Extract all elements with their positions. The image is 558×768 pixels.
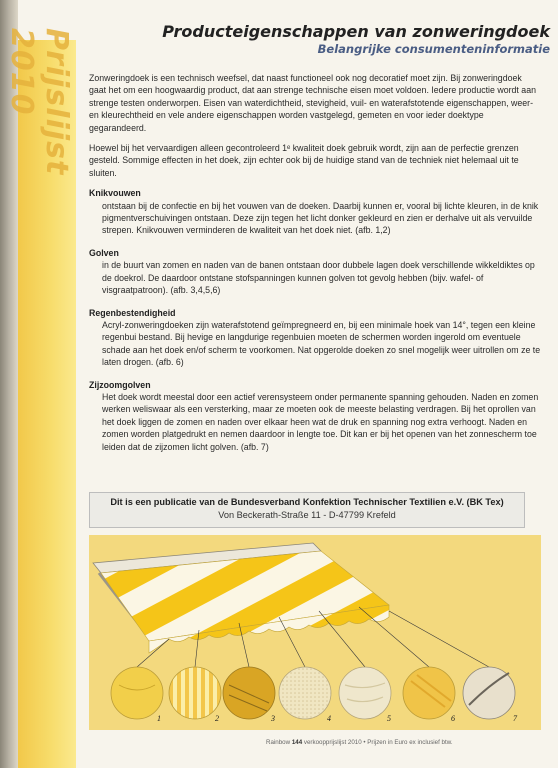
section-regenbestendigheid: [89, 307, 541, 369]
sample-1: [111, 667, 163, 719]
sample-6: [403, 667, 455, 719]
publisher-address: Von Beckerath-Straße 11 - D-47799 Krefeld: [218, 510, 396, 520]
page-footer: [266, 739, 453, 746]
sample-3: [223, 667, 275, 719]
section-knikvouwen: [89, 187, 541, 237]
awning-drawing: [89, 535, 541, 730]
section-golven: [89, 247, 541, 297]
sample-4: [279, 667, 331, 719]
sample-2: [169, 667, 221, 719]
sample-label: 7: [513, 714, 517, 723]
sample-label: 3: [271, 714, 275, 723]
section-text: in de buurt van zomen en naden van de banen ontstaan door dubbele lagen doek verschillende wikkeldiktes op de doekrol. De daardoor ontstane stofspanningen kunnen golven tot gevolg hebben (bijv. wafel- of visgraatpatroon). (afb. 3,4,5,6): [102, 260, 535, 296]
section-title: Knikvouwen: [89, 188, 141, 199]
footer-brand: Rainbow: [266, 739, 291, 746]
sample-label: 5: [387, 714, 391, 723]
section-text: ontstaan bij de confectie en bij het vouwen van de doeken. Daarbij kunnen er, vooral bij lichte kleuren, in de knik pigmentverschuivingen ontstaan. Deze zijn tegen het licht donker gekleurd en zien er derhalve uit als vervuilde strepen. Knikvouwen verminderen de kwaliteit van het doek niet. (afb. 1,2): [102, 200, 539, 236]
section-text: Het doek wordt meestal door een actief verensysteem onder permanente spanning gehouden. Naden en zomen werken weliswaar als een versterking, maar ze moeten ook de meeste belasting verdragen. Bij het oprollen van het doek liggen de zomen en naden over elkaar heen wat de druk en spanning nog extra verhoogt. Naden en zomen worden platgedrukt en nemen daardoor in lengte toe. Dit kan er bij het openen van het zonnescherm toe leiden dat de zijzomen licht golven. (afb. 7): [102, 391, 539, 452]
side-label: Prijslijst 2010: [4, 28, 74, 176]
footer-text: verkoopprijslijst 2010 • Prijzen in Euro ex inclusief btw.: [303, 739, 453, 746]
publisher-box: [89, 492, 525, 528]
section-title: Zijzoomgolven: [89, 379, 151, 390]
section-text: Acryl-zonweringdoeken zijn waterafstotend geïmpregneerd en, bij een minimale hoek van 14°, tegen een kleine regenbui bestand. Bij hevige en langdurige regenbuien moeten de schermen worden ingerold om eventuele schade aan het doek en/of scherm te voorkomen. Nat opgerolde doeken zo snel mogelijk weer uitrollen om ze te laten drogen. (afb. 6): [102, 319, 541, 368]
intro-paragraph: Hoewel bij het vervaardigen alleen gecontroleerd 1ᵉ kwaliteit doek gebruik wordt, zijn aan de perfectie grenzen gesteld. Sommige effecten in het doek, zijn echter ook bij de huidige stand van de techniek niet helemaal uit te sluiten.: [89, 143, 519, 178]
awning-illustration: [89, 535, 541, 730]
sample-label: 1: [157, 714, 161, 723]
sample-label: 4: [327, 714, 331, 723]
sample-labels: [157, 714, 518, 723]
publisher-name: Dit is een publicatie van de Bundesverband Konfektion Technischer Textilien e.V. (BK Tex): [110, 497, 504, 507]
sample-label: 2: [215, 714, 219, 723]
section-title: Golven: [89, 247, 119, 258]
page-subtitle: Belangrijke consumenteninformatie: [317, 42, 550, 56]
sample-label: 6: [451, 714, 455, 723]
intro-paragraph: Zonweringdoek is een technisch weefsel, dat naast functioneel ook nog decoratief moet zijn. Bij zonweringdoek gaat het om een hoogwaardig product, dat aan strenge technische eisen moet voldoen. Iedere productie wordt aan strenge testen onderworpen. Eisen van waterdichtheid, stevigheid, vuil- en waterafstotende eigenschappen, weer- en kleurechtheid en vele andere eigenschappen worden vastgelegd, gemeten en voor ieder doektype gegarandeerd.: [89, 73, 536, 133]
section-zijzoomgolven: [89, 379, 541, 453]
page-title: Producteigenschappen van zonweringdoek: [162, 22, 550, 41]
section-title: Regenbestendigheid: [89, 307, 176, 318]
fabric-samples: [111, 667, 515, 719]
sample-5: [339, 667, 391, 719]
article-body: [89, 72, 541, 463]
page-number: 144: [291, 739, 303, 746]
